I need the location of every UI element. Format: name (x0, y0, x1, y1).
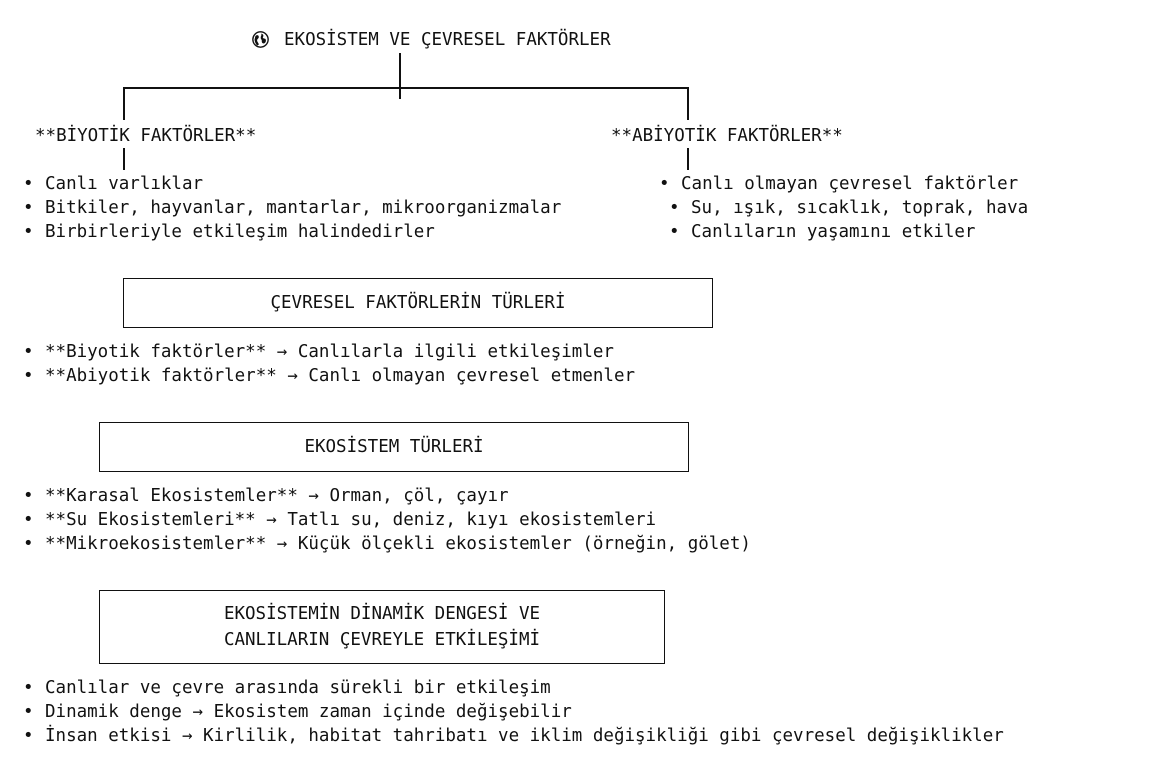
list-item (23, 508, 751, 532)
title-connector-line (399, 53, 401, 99)
branch-horizontal-line (123, 87, 689, 89)
bullet: • (23, 198, 34, 218)
branch-right-down-line (687, 87, 689, 120)
bullet: • (23, 222, 34, 242)
abiotic-list (659, 172, 1028, 244)
bullet: • (669, 198, 680, 218)
ecosystem-type-text: **Mikroekosistemler** → Küçük ölçekli ekosistemler (örneğin, gölet) (45, 534, 751, 554)
biotic-item-text: Bitkiler, hayvanlar, mantarlar, mikroorganizmalar (45, 198, 562, 218)
ecosystem-types-heading: EKOSİSTEM TÜRLERİ (304, 437, 484, 457)
list-item (23, 172, 561, 196)
biotic-item-text: Canlı varlıklar (45, 174, 204, 194)
abiotic-heading: **ABİYOTİK FAKTÖRLER** (611, 126, 843, 146)
bullet: • (23, 510, 34, 530)
list-item (23, 196, 561, 220)
list-item (23, 676, 1004, 700)
list-item (23, 484, 751, 508)
biotic-list (23, 172, 561, 244)
biotic-connector-line (123, 148, 125, 170)
ecosystem-type-text: **Su Ekosistemleri** → Tatlı su, deniz, kıyı ekosistemleri (45, 510, 657, 530)
factor-types-box (123, 278, 713, 328)
branch-left-down-line (123, 87, 125, 120)
abiotic-connector-line (687, 148, 689, 170)
bullet: • (23, 678, 34, 698)
dynamic-balance-heading-line2: CANLILARIN ÇEVREYLE ETKİLEŞİMİ (223, 630, 541, 650)
list-item (23, 220, 561, 244)
ecosystem-types-list (23, 484, 751, 556)
bullet: • (23, 342, 34, 362)
factor-types-list (23, 340, 635, 388)
list-item (659, 172, 1028, 196)
dynamic-balance-text: Canlılar ve çevre arasında sürekli bir etkileşim (45, 678, 551, 698)
page-title: EKOSİSTEM VE ÇEVRESEL FAKTÖRLER (284, 30, 611, 50)
bullet: • (23, 726, 34, 746)
bullet: • (23, 702, 34, 722)
bullet: • (23, 486, 34, 506)
abiotic-item-text: Canlıların yaşamını etkiler (691, 222, 976, 242)
bullet: • (23, 534, 34, 554)
bullet: • (669, 222, 680, 242)
list-item (23, 364, 635, 388)
dynamic-balance-heading-line1: EKOSİSTEMİN DİNAMİK DENGESİ VE (223, 604, 541, 624)
biotic-heading: **BİYOTİK FAKTÖRLER** (35, 126, 257, 146)
list-item (659, 220, 1028, 244)
abiotic-item-text: Canlı olmayan çevresel faktörler (681, 174, 1019, 194)
list-item (23, 700, 1004, 724)
bullet: • (23, 366, 34, 386)
abiotic-item-text: Su, ışık, sıcaklık, toprak, hava (691, 198, 1029, 218)
factor-type-text: **Biyotik faktörler** → Canlılarla ilgili etkileşimler (45, 342, 614, 362)
list-item (23, 532, 751, 556)
dynamic-balance-list (23, 676, 1004, 748)
ecosystem-types-box (99, 422, 689, 472)
bullet: • (23, 174, 34, 194)
list-item (659, 196, 1028, 220)
list-item (23, 340, 635, 364)
factor-type-text: **Abiyotik faktörler** → Canlı olmayan çevresel etmenler (45, 366, 636, 386)
factor-types-heading: ÇEVRESEL FAKTÖRLERİN TÜRLERİ (270, 293, 566, 313)
list-item (23, 724, 1004, 748)
dynamic-balance-box (99, 590, 665, 664)
biotic-item-text: Birbirleriyle etkileşim halindedirler (45, 222, 435, 242)
ecosystem-type-text: **Karasal Ekosistemler** → Orman, çöl, çayır (45, 486, 509, 506)
bullet: • (659, 174, 670, 194)
dynamic-balance-text: Dinamik denge → Ekosistem zaman içinde değişebilir (45, 702, 572, 722)
dynamic-balance-text: İnsan etkisi → Kirlilik, habitat tahribatı ve iklim değişikliği gibi çevresel değişiklikler (45, 726, 1004, 746)
globe-icon (252, 31, 269, 48)
